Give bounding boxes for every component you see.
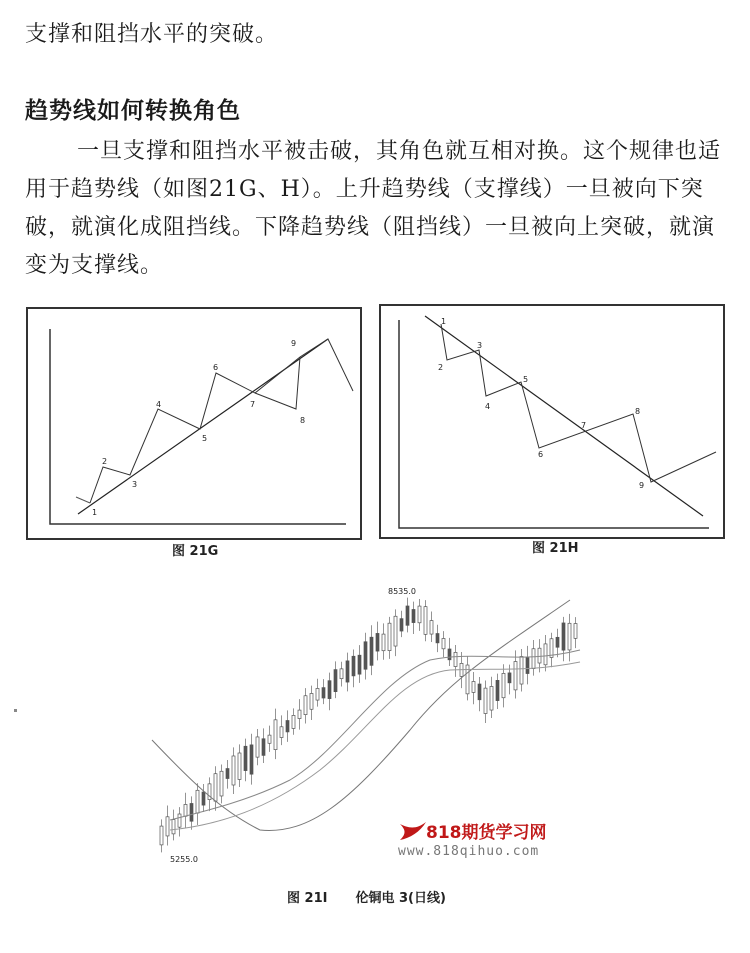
candle-body [478, 684, 481, 700]
point-label: 4 [156, 400, 162, 409]
candle-body [286, 721, 289, 732]
site-watermark [398, 818, 578, 868]
swoosh-logo-icon [398, 818, 428, 842]
candle-body [562, 623, 565, 650]
candle-body [238, 753, 241, 779]
candle-body [424, 607, 427, 635]
candle-body [394, 616, 397, 646]
candle-body [292, 715, 295, 728]
candle-body [178, 814, 181, 827]
candle-body [538, 648, 541, 663]
high-price-label: 8535.0 [388, 587, 416, 596]
candle-body [376, 633, 379, 651]
top-text-line: 支撑和阻挡水平的突破。 [25, 22, 279, 47]
point-label: 3 [132, 480, 138, 489]
candle-body [352, 656, 355, 676]
candle-body [454, 652, 457, 666]
figure-21h [379, 304, 725, 539]
candle-body [262, 739, 265, 756]
candle-body [442, 638, 445, 648]
candle-body [496, 680, 499, 700]
candle-body [502, 673, 505, 697]
candle-body [214, 774, 217, 801]
candle-body [160, 826, 163, 845]
candlestick-series [160, 598, 577, 853]
point-label: 7 [581, 421, 587, 430]
candle-body [316, 688, 319, 700]
point-label: 2 [438, 363, 444, 372]
candle-body [556, 637, 559, 647]
candle-body [412, 609, 415, 622]
candle-body [268, 735, 271, 743]
figure-21g-diagram [28, 309, 360, 538]
candle-body [166, 817, 169, 836]
candle-body [244, 746, 247, 770]
candle-body [280, 727, 283, 738]
point-label: 3 [477, 341, 483, 350]
point-label: 4 [485, 402, 491, 411]
candle-body [484, 688, 487, 713]
candle-body [430, 621, 433, 635]
candle-body [196, 790, 199, 813]
candle-body [328, 681, 331, 699]
candle-body [544, 644, 547, 665]
point-label: 7 [250, 400, 256, 409]
candle-body [202, 792, 205, 805]
point-label: 2 [102, 457, 108, 466]
point-label: 5 [523, 375, 529, 384]
candle-body [256, 737, 259, 757]
figure-21h-diagram [381, 306, 723, 537]
watermark-logo-text: 818期货学习网 [426, 823, 547, 843]
scan-speck [14, 709, 17, 712]
point-label: 6 [213, 363, 219, 372]
candle-body [232, 756, 235, 785]
candle-body [172, 820, 175, 834]
figure-21i-title: 伦铜电 3(日线) [355, 891, 446, 906]
candle-body [220, 771, 223, 796]
candle-body [304, 696, 307, 715]
candle-body [472, 681, 475, 692]
point-label: 5 [202, 434, 208, 443]
watermark-url: www.818qihuo.com [398, 844, 540, 859]
low-price-label: 5255.0 [170, 855, 198, 864]
figure-21i-number: 图 21I [287, 891, 328, 906]
candle-body [532, 649, 535, 669]
point-label: 1 [441, 317, 447, 326]
candle-body [370, 637, 373, 665]
candle-body [400, 619, 403, 631]
candle-body [310, 693, 313, 709]
candle-body [322, 688, 325, 698]
candle-body [436, 634, 439, 643]
candle-body [382, 634, 385, 651]
candle-body [364, 642, 367, 669]
candle-body [298, 710, 301, 718]
body-paragraph: 一旦支撑和阻挡水平被击破，其角色就互相对换。这个规律也适用于趋势线（如图21G、H）。上升趋势线（支撑线）一旦被向下突破，就演化成阻挡线。下降趋势线（阻挡线）一旦被向上突破，就演变为支撑线。 [25, 139, 722, 278]
point-label: 6 [538, 450, 544, 459]
point-label: 9 [291, 339, 297, 348]
candle-body [520, 656, 523, 684]
point-label: 8 [635, 407, 641, 416]
candle-body [448, 649, 451, 660]
point-label: 8 [300, 416, 306, 425]
candle-body [190, 803, 193, 821]
section-heading: 趋势线如何转换角色 [25, 98, 241, 124]
candle-body [340, 669, 343, 679]
candle-body [568, 623, 571, 650]
candle-body [406, 606, 409, 625]
candle-body [418, 606, 421, 623]
candle-body [526, 658, 529, 674]
candle-body [274, 720, 277, 750]
candle-body [226, 769, 229, 779]
point-label: 9 [639, 481, 645, 490]
point-label: 1 [92, 508, 98, 517]
candle-body [490, 686, 493, 710]
figure-21h-caption: 图 21H [532, 541, 579, 556]
figure-21g-caption: 图 21G [172, 544, 219, 559]
candle-body [358, 655, 361, 674]
candle-body [184, 804, 187, 816]
candle-body [514, 662, 517, 690]
figure-21i-caption [287, 887, 474, 906]
candle-body [346, 661, 349, 682]
candle-body [388, 623, 391, 650]
candle-body [334, 670, 337, 692]
candle-body [574, 624, 577, 639]
candle-body [250, 745, 253, 774]
figure-21g [26, 307, 362, 540]
candle-body [508, 673, 511, 683]
